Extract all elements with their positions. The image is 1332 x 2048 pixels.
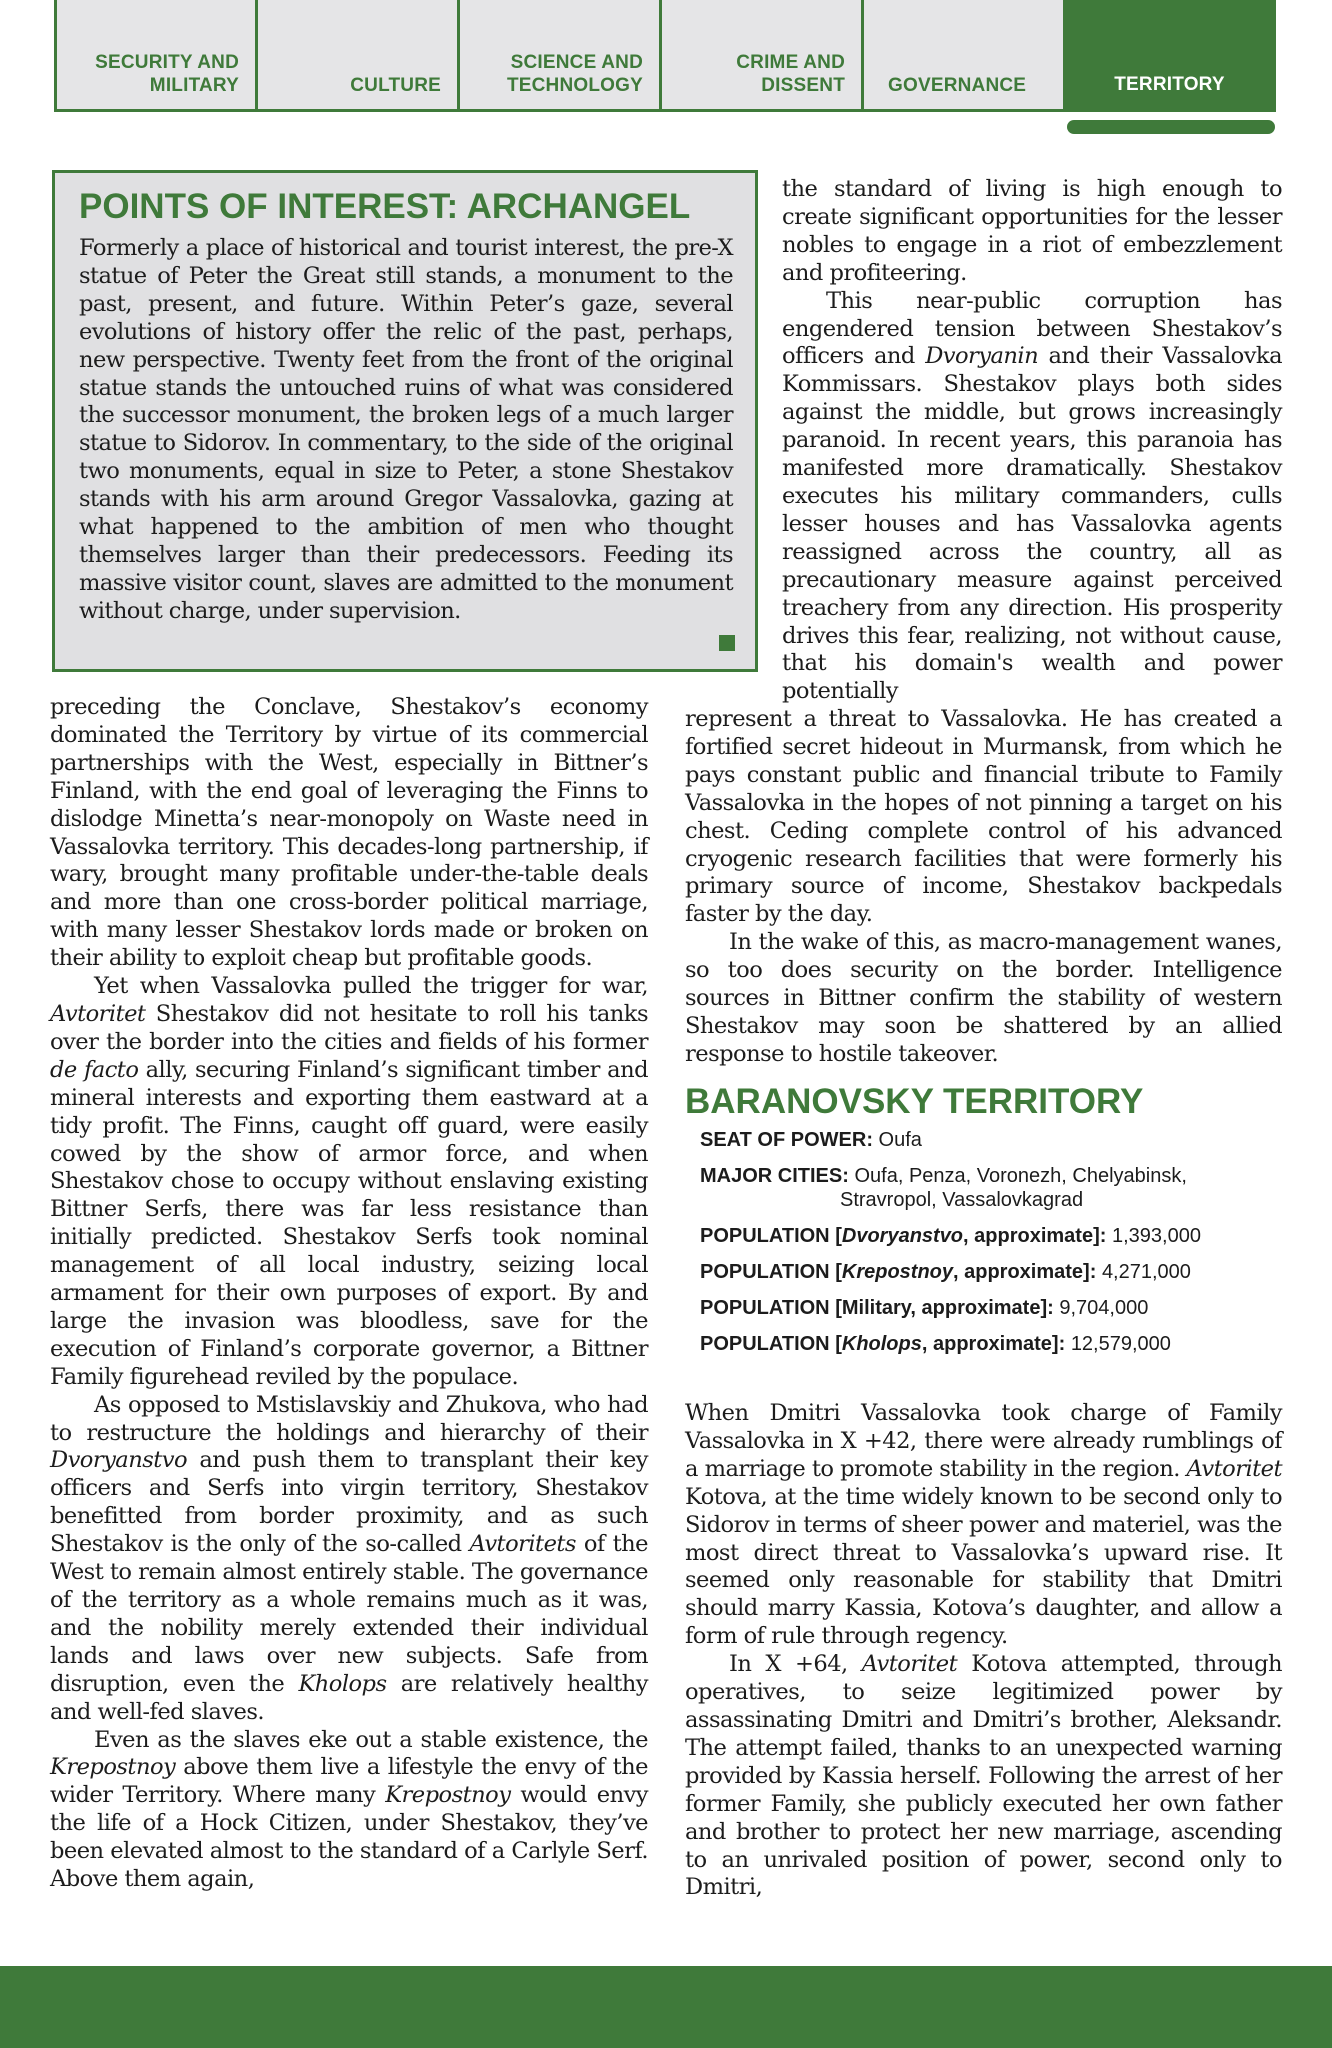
stat-population-military: POPULATION [Military, approximate]: 9,704,000 (700, 1297, 1149, 1319)
footer-bar (0, 1966, 1332, 2048)
tab-crime-dissent[interactable]: CRIME AND DISSENT (659, 0, 864, 112)
stat-seat-of-power: SEAT OF POWER: Oufa (700, 1129, 922, 1151)
paragraph: This near-public corruption has engendered tension between Shestakov’s officers and Dvoryanin and their Vassalovka Kommissars. Shestakov plays both sides against the middle, but grows increasingly paranoid. In recent years, this paranoia has manifested more dramatically. Shestakov executes his military commanders, culls lesser houses and has Vassalovka agents reassigned across the country, all as precautionary measure against perceived treachery from any direction. His prosperity drives this fear, realizing, not without cause, that his domain's wealth and power potentially (782, 287, 1282, 705)
sidebar-title: POINTS OF INTEREST: ARCHANGEL (79, 187, 691, 226)
right-column-top (782, 176, 1282, 706)
stat-population-krepostnoy: POPULATION [Krepostnoy, approximate]: 4,271,000 (700, 1261, 1191, 1283)
paragraph: the standard of living is high enough to create significant opportunities for the lesser nobles to engage in a riot of embezzlement and profiteering. (782, 176, 1282, 286)
left-column (50, 694, 648, 1894)
section-title: BARANOVSKY TERRITORY (685, 1082, 1144, 1121)
paragraph: Even as the slaves eke out a stable existence, the Krepostnoy above them live a lifestyle the envy of the wider Territory. Where many Krepostnoy would envy the life of a Hock Citizen, under Shestakov, they’ve been elevated almost to the standard of a Carlyle Serf. Above them again, (50, 1726, 648, 1893)
tab-culture[interactable]: CULTURE (255, 0, 460, 112)
paragraph: As opposed to Mstislavskiy and Zhukova, who had to restructure the holdings and hierarchy of their Dvoryanstvo and push them to transplant their key officers and Serfs into virgin territory, Shestakov benefitted from border proximity, and as such Shestakov is the only of the so-called Avtoritets of the West to remain almost entirely stable. The governance of the territory as a whole remains much as it was, and the nobility merely extended their individual lands and laws over new subjects. Safe from disruption, even the Kholops are relatively healthy and well-fed slaves. (50, 1391, 648, 1725)
right-column-continuation (685, 706, 1282, 1069)
right-column-bottom (685, 1400, 1282, 1902)
section-tabs (54, 0, 1276, 112)
territory-stats (700, 1128, 1285, 1368)
paragraph: In X +64, Avtoritet Kotova attempted, through operatives, to seize legitimized power by assassinating Dmitri and Dmitri’s brother, Aleksandr. The attempt failed, thanks to an unexpected warning provided by Kassia herself. Following the arrest of her former Family, she publicly executed her own father and brother to protect her new marriage, ascending to an unrivaled position of power, second only to Dmitri, (685, 1651, 1282, 1901)
active-tab-indicator (1067, 120, 1275, 134)
end-mark-icon (719, 635, 735, 651)
sidebar-body: Formerly a place of historical and tourist interest, the pre-X statue of Peter the Great still stands, a monument to the past, present, and future. Within Peter’s gaze, several evolutions of history offer the relic of the past, perhaps, new perspective. Twenty feet from the front of the original statue stands the untouched ruins of what was considered the successor monument, the broken legs of a much larger statue to Sidorov. In commentary, to the side of the original two monuments, equal in size to Peter, a stone Shestakov stands with his arm around Gregor Vassalovka, gazing at what happened to the ambition of men who thought themselves larger than their predecessors. Feeding its massive visitor count, slaves are admitted to the monument without charge, under supervision. (79, 235, 733, 624)
tab-governance[interactable]: GOVERNANCE (861, 0, 1066, 112)
paragraph: represent a threat to Vassalovka. He has created a fortified secret hideout in Murmansk, from which he pays constant public and financial tribute to Family Vassalovka in the hopes of not pinning a target on his chest. Ceding complete control of his advanced cryogenic research facilities that were formerly his primary source of income, Shestakov backpedals faster by the day. (685, 706, 1282, 928)
stat-population-kholops: POPULATION [Kholops, approximate]: 12,579,000 (700, 1333, 1171, 1355)
tab-territory[interactable]: TERRITORY (1063, 0, 1276, 112)
stat-population-dvoryanstvo: POPULATION [Dvoryanstvo, approximate]: 1,393,000 (700, 1225, 1201, 1247)
points-of-interest-sidebar (52, 170, 758, 672)
tab-science-technology[interactable]: SCIENCE AND TECHNOLOGY (457, 0, 662, 112)
paragraph: preceding the Conclave, Shestakov’s economy dominated the Territory by virtue of its commercial partnerships with the West, especially in Bittner’s Finland, with the end goal of leveraging the Finns to dislodge Minetta’s near-monopoly on Waste need in Vassalovka territory. This decades-long partnership, if wary, brought many profitable under-the-table deals and more than one cross-border political marriage, with many lesser Shestakov lords made or broken on their ability to exploit cheap but profitable goods. (50, 694, 648, 972)
paragraph: When Dmitri Vassalovka took charge of Family Vassalovka in X +42, there were already rumblings of a marriage to promote stability in the region. Avtoritet Kotova, at the time widely known to be second only to Sidorov in terms of sheer power and materiel, was the most direct threat to Vassalovka’s upward rise. It seemed only reasonable for stability that Dmitri should marry Kassia, Kotova’s daughter, and allow a form of rule through regency. (685, 1400, 1282, 1650)
paragraph: Yet when Vassalovka pulled the trigger for war, Avtoritet Shestakov did not hesitate to roll his tanks over the border into the cities and fields of his former de facto ally, securing Finland’s significant timber and mineral interests and exporting them eastward at a tidy profit. The Finns, caught off guard, were easily cowed by the show of armor force, and when Shestakov chose to occupy without enslaving existing Bittner Serfs, there was far less resistance than initially predicted. Shestakov Serfs took nominal management of all local industry, seizing local armament for their own purposes of export. By and large the invasion was bloodless, save for the execution of Finland’s corporate governor, a Bittner Family figurehead reviled by the populace. (50, 973, 648, 1390)
tab-security-military[interactable]: SECURITY AND MILITARY (54, 0, 258, 112)
stat-major-cities: MAJOR CITIES: Oufa, Penza, Voronezh, Chelyabinsk, Stravropol, Vassalovkagrad (700, 1165, 1187, 1211)
paragraph: In the wake of this, as macro-management wanes, so too does security on the border. Intelligence sources in Bittner confirm the stability of western Shestakov may soon be shattered by an allied response to hostile takeover. (685, 929, 1282, 1067)
